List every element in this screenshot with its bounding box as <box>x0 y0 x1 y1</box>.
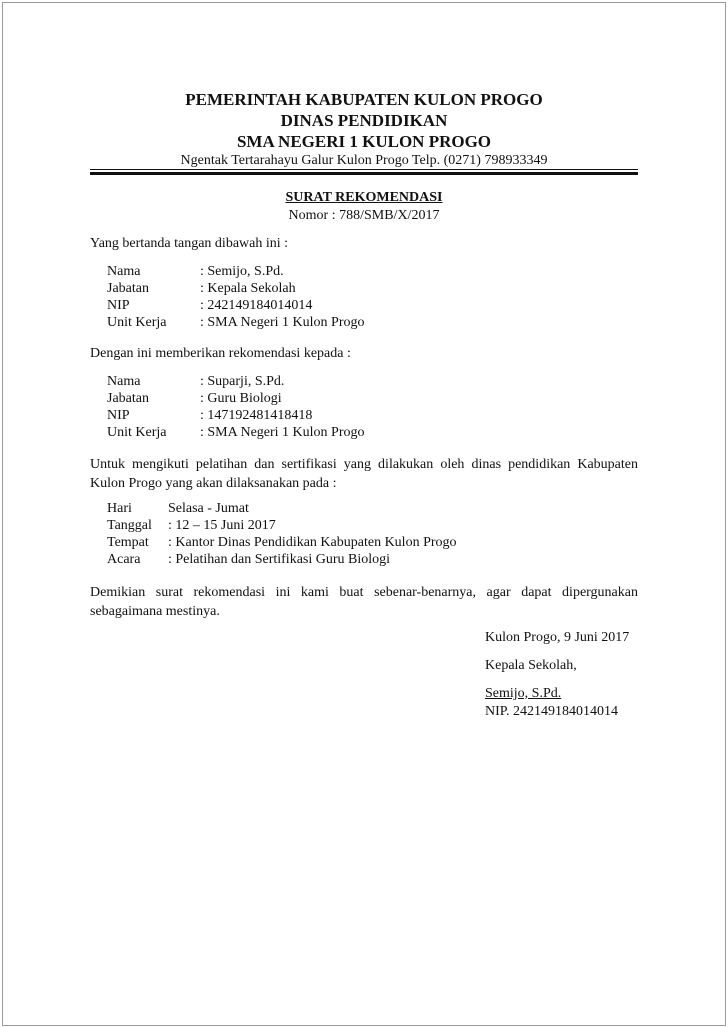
signature-nip: NIP. 242149184014014 <box>485 704 619 719</box>
purpose-paragraph: Untuk mengikuti pelatihan dan sertifikasi yang dilakukan oleh dinas pendidikan Kabupaten Kulon Progo yang akan dilaksanakan pada : <box>90 457 638 491</box>
signer-nip-label: NIP <box>107 298 130 313</box>
letter-number: Nomor : 788/SMB/X/2017 <box>288 208 440 223</box>
letterhead-address: Ngentak Tertarahayu Galur Kulon Progo Telp. (0271) 798933349 <box>180 153 548 168</box>
event-place-label: Tempat <box>107 535 149 550</box>
signature-position: Kepala Sekolah, <box>485 658 577 673</box>
recipient-position-value: : Guru Biologi <box>200 391 282 406</box>
recipient-nip-label: NIP <box>107 408 130 423</box>
signature-place-date: Kulon Progo, 9 Juni 2017 <box>485 630 630 645</box>
signer-position-label: Jabatan <box>107 281 149 296</box>
event-day-value: Selasa - Jumat <box>168 501 249 516</box>
event-place-value: : Kantor Dinas Pendidikan Kabupaten Kulon Progo <box>168 535 457 550</box>
recipient-position-label: Jabatan <box>107 391 149 406</box>
recipient-name-label: Nama <box>107 374 141 389</box>
letterhead-divider-thick <box>90 172 638 175</box>
intro-text: Yang bertanda tangan dibawah ini : <box>90 236 289 251</box>
signer-unit-label: Unit Kerja <box>107 315 167 330</box>
event-day-label: Hari <box>107 501 132 516</box>
signer-nip-value: : 242149184014014 <box>200 298 313 313</box>
signature-name: Semijo, S.Pd. <box>485 686 562 701</box>
event-activity-label: Acara <box>107 552 141 567</box>
letterhead-school: SMA NEGERI 1 KULON PROGO <box>236 132 492 151</box>
recommend-intro-text: Dengan ini memberikan rekomendasi kepada : <box>90 346 351 361</box>
letterhead-divider-thin <box>90 169 638 170</box>
recipient-name-value: : Suparji, S.Pd. <box>200 374 285 389</box>
closing-paragraph: Demikian surat rekomendasi ini kami buat sebenar-benarnya, agar dapat dipergunakan sebagaimana mestinya. <box>90 585 638 619</box>
letter-title: SURAT REKOMENDASI <box>285 190 443 205</box>
signer-position-value: : Kepala Sekolah <box>200 281 296 296</box>
signer-name-label: Nama <box>107 264 141 279</box>
event-activity-value: : Pelatihan dan Sertifikasi Guru Biologi <box>168 552 391 567</box>
event-date-label: Tanggal <box>107 518 152 533</box>
signer-name-value: : Semijo, S.Pd. <box>200 264 284 279</box>
letterhead-government: PEMERINTAH KABUPATEN KULON PROGO <box>185 90 543 109</box>
recipient-unit-label: Unit Kerja <box>107 425 167 440</box>
recipient-nip-value: : 147192481418418 <box>200 408 313 423</box>
signer-unit-value: : SMA Negeri 1 Kulon Progo <box>200 315 365 330</box>
letterhead-department: DINAS PENDIDIKAN <box>280 111 448 130</box>
recipient-unit-value: : SMA Negeri 1 Kulon Progo <box>200 425 365 440</box>
event-date-value: : 12 – 15 Juni 2017 <box>168 518 276 533</box>
